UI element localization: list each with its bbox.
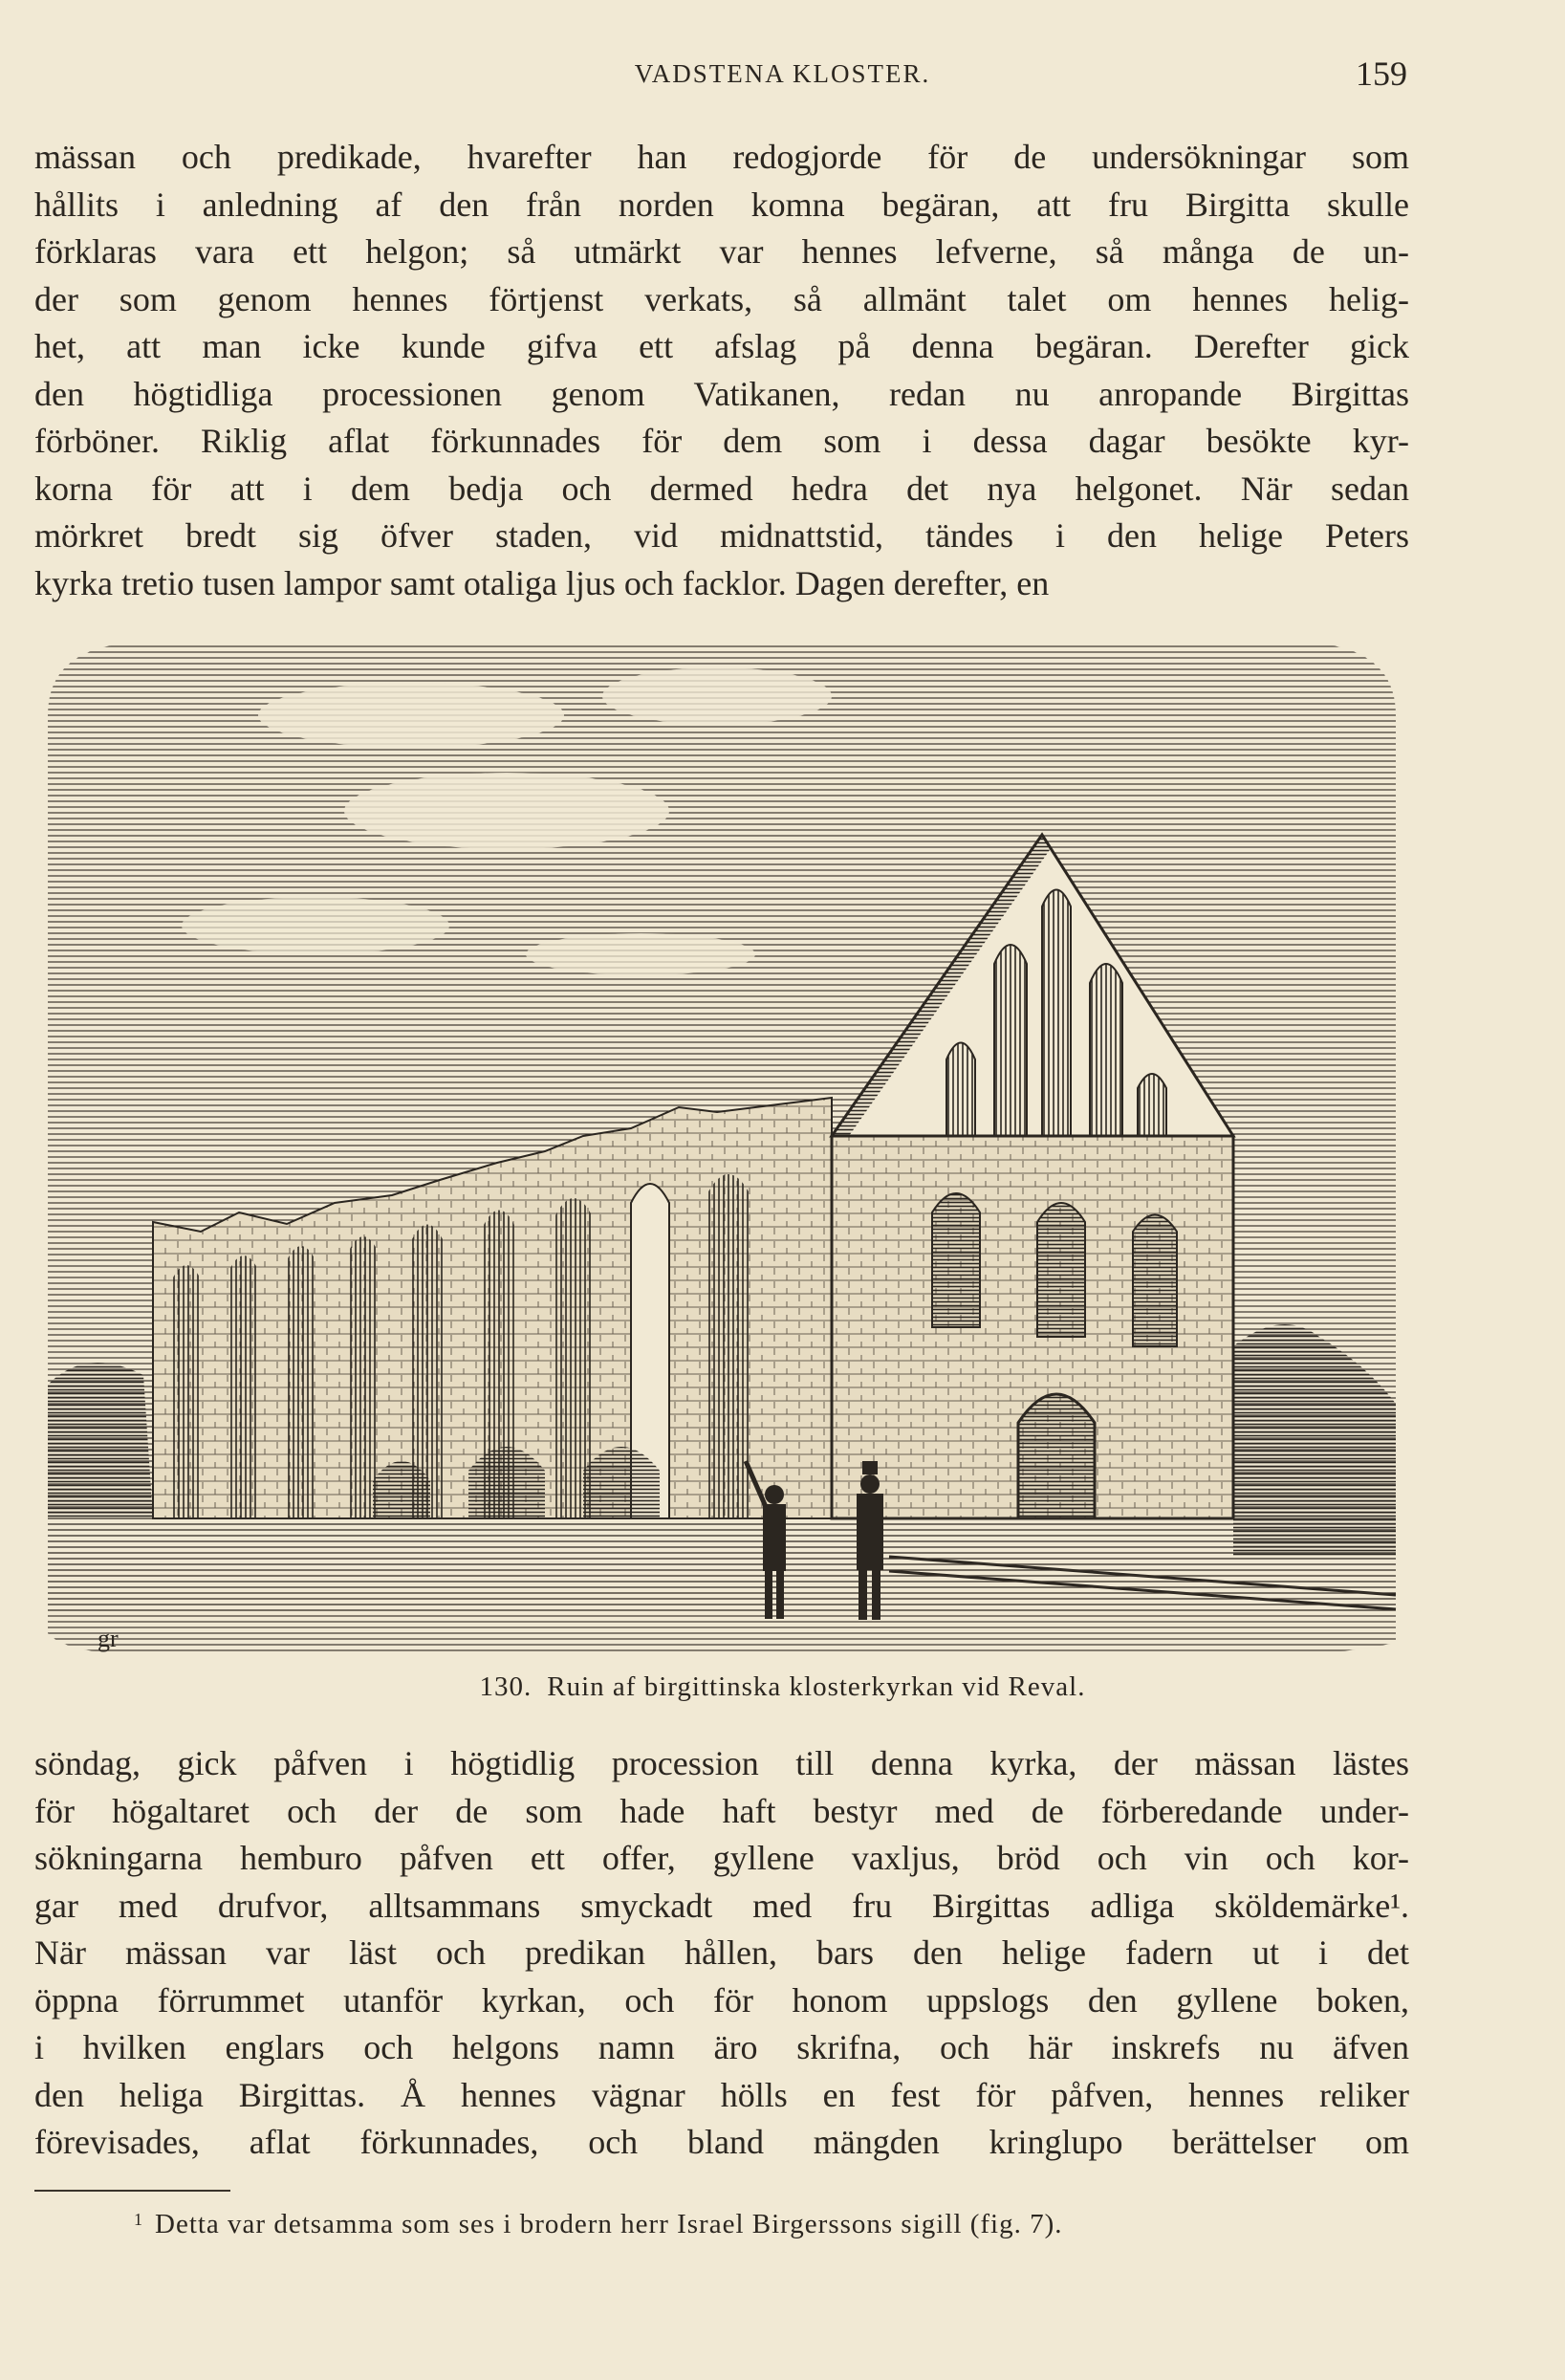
text-line: hållits i anledning af den från norden komna begäran, att fru Birgitta skulle — [34, 185, 1409, 224]
text-line: mässan och predikade, hvarefter han redogjorde för de undersökningar som — [34, 138, 1409, 176]
text-line: öppna förrummet utanför kyrkan, och för honom uppslogs den gyllene boken, — [34, 1980, 1409, 2020]
cloud — [344, 773, 669, 849]
body-text-top — [34, 134, 1409, 607]
running-head — [0, 54, 1565, 92]
text-line: mörkret bredt sig öfver staden, vid midnattstid, tändes i den helige Peters — [34, 516, 1409, 555]
cloud — [258, 683, 564, 748]
text-line: kyrka tretio tusen lampor samt otaliga ljus och facklor. Dagen derefter, en — [34, 563, 1050, 602]
doorway — [1018, 1394, 1095, 1518]
text-line: söndag, gick påfven i högtidlig procession till denna kyrka, der mässan lästes — [34, 1744, 1409, 1782]
cloud — [602, 667, 832, 725]
ground — [48, 1518, 1396, 1654]
engraver-mark: gr — [98, 1625, 119, 1652]
footnote-marker: 1 — [134, 2210, 143, 2229]
footnote-rule — [34, 2190, 230, 2192]
text-line: förevisades, aflat förkunnades, och bland mängden kringlupo berättelser om — [34, 2123, 1409, 2161]
text-line: den heliga Birgittas. Å hennes vägnar hölls en fest för påfven, hennes reliker — [34, 2075, 1409, 2114]
text-line: i hvilken englars och helgons namn äro skrifna, och här inskrefs nu äfven — [34, 2028, 1409, 2066]
text-line: sökningarna hemburo påfven ett offer, gyllene vaxljus, bröd och vin och kor- — [34, 1839, 1409, 1877]
engraving-figure — [48, 639, 1405, 1662]
page-number: 159 — [1356, 55, 1407, 93]
text-line: het, att man icke kunde gifva ett afslag på denna begäran. Derefter gick — [34, 327, 1409, 365]
text-line: för högaltaret och der de som hade haft bestyr med de förberedande under- — [34, 1791, 1409, 1830]
caption-text: Ruin af birgittinska klosterkyrkan vid Reval. — [547, 1671, 1086, 1702]
text-line: korna för att i dem bedja och dermed hedra det nya helgonet. När sedan — [34, 469, 1409, 508]
text-line: der som genom hennes förtjenst verkats, så allmänt talet om hennes helig- — [34, 279, 1409, 318]
trees-left — [48, 1363, 153, 1518]
text-line: förklaras vara ett helgon; så utmärkt var hennes lefverne, så många de un- — [34, 232, 1409, 271]
figure-caption — [0, 1671, 1565, 1703]
body-text-bottom — [34, 1740, 1409, 2167]
text-line: gar med drufvor, alltsammans smyckadt med fru Birgittas adliga sköldemärke¹. — [34, 1886, 1409, 1925]
cloud — [526, 933, 755, 975]
text-line: den högtidliga processionen genom Vatikanen, redan nu anropande Birgittas — [34, 374, 1409, 413]
cloud — [182, 897, 449, 954]
running-title: VADSTENA KLOSTER. — [634, 59, 931, 88]
footnote — [134, 2209, 1062, 2240]
text-line: När mässan var läst och predikan hållen, bars den helige fadern ut i det — [34, 1933, 1409, 1972]
footnote-text: Detta var detsamma som ses i brodern herr Israel Birgerssons sigill (fig. 7). — [155, 2209, 1063, 2239]
text-line: förböner. Riklig aflat förkunnades för dem som i dessa dagar besökte kyr- — [34, 422, 1409, 460]
figure-number: 130. — [479, 1671, 533, 1702]
church-ruin-engraving — [48, 639, 1405, 1662]
